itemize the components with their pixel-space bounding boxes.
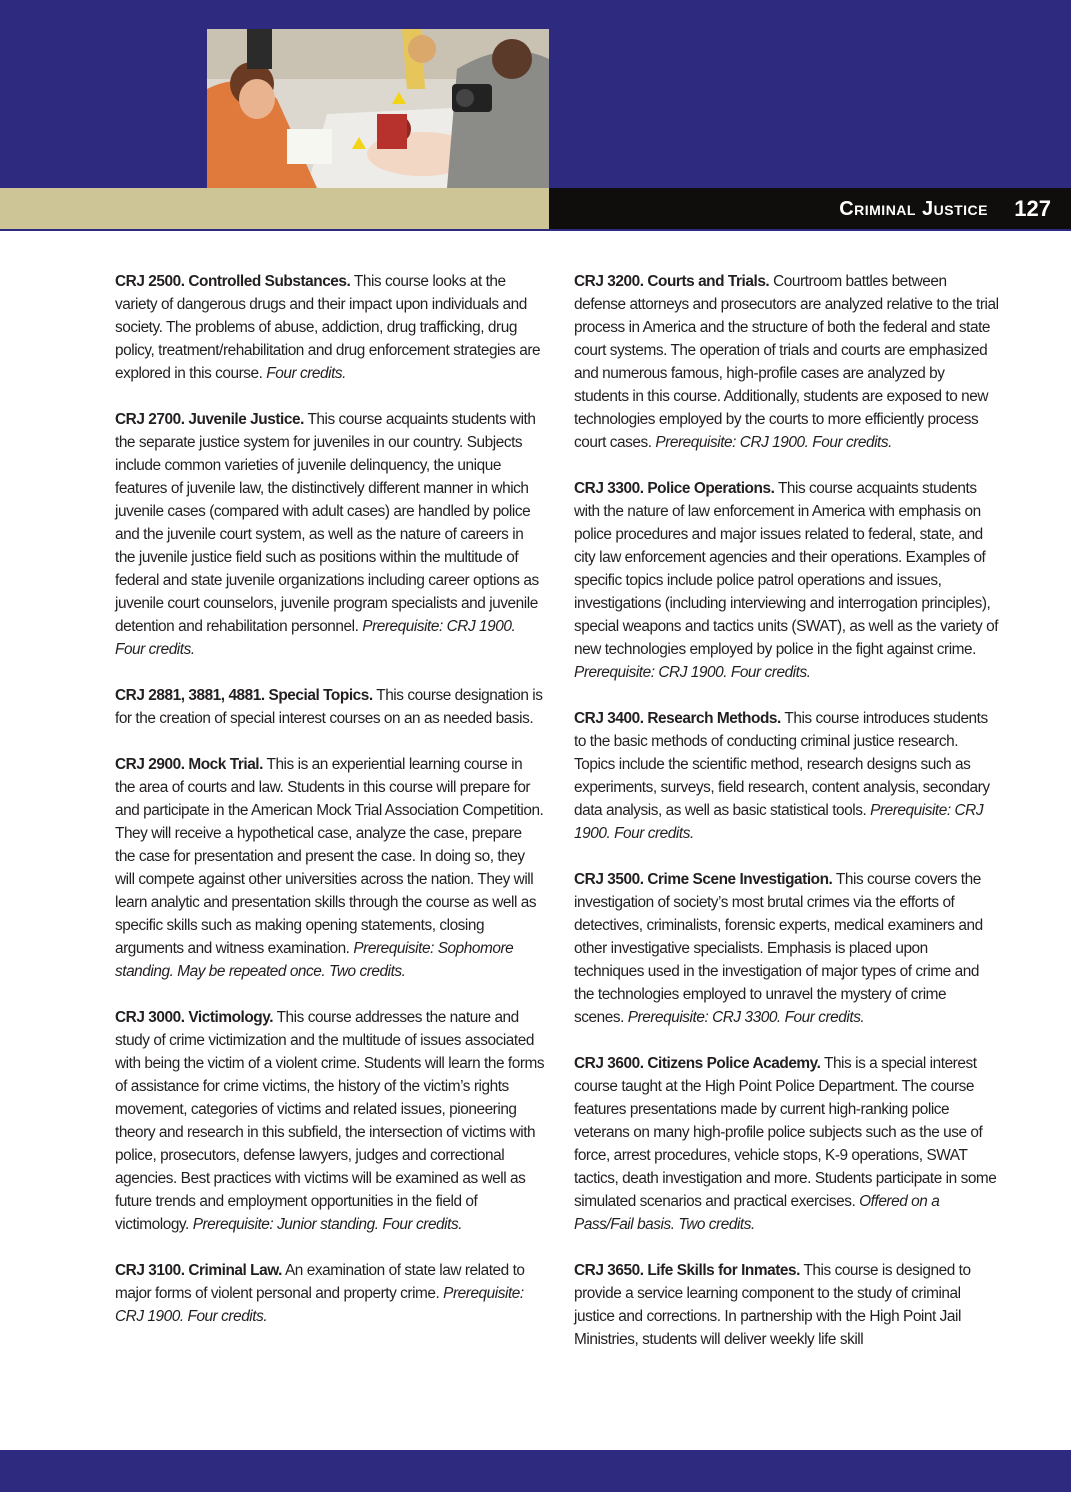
course-name: CRJ 3650. Life Skills for Inmates. [574, 1262, 800, 1279]
crime-scene-photo [207, 29, 549, 188]
course-description: This course designation is for the creation of special interest courses on an as needed basis. [115, 687, 543, 727]
course-description: This is a special interest course taught at the High Point Police Department. The course features presentations made by current high-ranking police veterans on many high-profile police subjects such as the use of force, arrest procedures, vehicle stops, K-9 operations, SWAT tactics, death investigation and more. Students participate in some simulated scenarios and practical exercises. [574, 1055, 997, 1210]
course-name: CRJ 3100. Criminal Law. [115, 1262, 282, 1279]
course-name: CRJ 3500. Crime Scene Investigation. [574, 871, 833, 888]
course-description: This course is designed to provide a service learning component to the study of criminal justice and corrections. In partnership with the High Point Jail Ministries, students will deliver weekly life skill [574, 1262, 971, 1348]
course-entry [115, 684, 545, 730]
course-description: Courtroom battles between defense attorneys and prosecutors are analyzed relative to the trial process in America and the structure of both the federal and state court systems. The operation of trials and courts are emphasized and numerous famous, high-profile cases are analyzed by students in this course. Additionally, students are exposed to new technologies employed by the courts to more efficiently process court cases. [574, 273, 999, 451]
course-name: CRJ 2881, 3881, 4881. Special Topics. [115, 687, 373, 704]
right-column [574, 270, 999, 1374]
course-name: CRJ 2700. Juvenile Justice. [115, 411, 304, 428]
course-entry [574, 1259, 999, 1351]
course-description: This course acquaints students with the separate justice system for juveniles in our country. Subjects include common varieties of juvenile delinquency, the unique features of juvenile law, the distinctively different manner in which juvenile cases (compared with adult cases) are handled by police and the juvenile court system, as well as the nature of careers in the juvenile justice field such as positions within the multitude of federal and state juvenile organizations including career options as juvenile court counselors, juvenile program specialists and juvenile detention and rehabilitation personnel. [115, 411, 539, 635]
course-name: CRJ 3300. Police Operations. [574, 480, 775, 497]
course-entry [115, 1259, 545, 1328]
course-description: This is an experiential learning course in the area of courts and law. Students in this course will prepare for and participate in the American Mock Trial Association Competition. They will receive a hypothetical case, analyze the case, prepare the case for presentation and present the case. In doing so, they will compete against other universities across the nation. They will learn analytic and presentation skills through the course as well as specific skills such as making opening statements, closing arguments and witness examination. [115, 756, 544, 957]
course-credits: Offered on a Pass/Fail basis. Two credits. [574, 1193, 940, 1233]
course-description: This course looks at the variety of dangerous drugs and their impact upon individuals and society. The problems of abuse, addiction, drug trafficking, drug policy, treatment/rehabilitation and drug enforcement strategies are explored in this course. [115, 273, 541, 382]
header-title-bar [549, 188, 1071, 229]
course-description: This course acquaints students with the nature of law enforcement in America with emphasis on police procedures and major issues related to federal, state, and city law enforcement agencies and their operations. Examples of specific topics include police patrol operations and issues, investigations (including interviewing and interrogation principles), special weapons and tactics units (SWAT), as well as the variety of new technologies employed by police in the fight against crime. [574, 480, 999, 658]
course-entry [115, 1006, 545, 1236]
course-entry [574, 707, 999, 845]
course-credits: Prerequisite: Junior standing. Four credits. [192, 1216, 463, 1233]
course-name: CRJ 2900. Mock Trial. [115, 756, 263, 773]
header-tan-bar [0, 188, 549, 229]
course-entry [115, 753, 545, 983]
course-entry [574, 868, 999, 1029]
left-column [115, 270, 545, 1351]
course-description: This course covers the investigation of society’s most brutal crimes via the efforts of detectives, criminalists, forensic experts, medical examiners and other investigative specialists. Emphasis is placed upon techniques used in the investigation of major types of crime and the technologies employed to unravel the mystery of crime scenes. [574, 871, 983, 1026]
course-description: An examination of state law related to major forms of violent personal and property crime. [115, 1262, 525, 1302]
page-number: 127 [1014, 196, 1051, 221]
course-name: CRJ 3200. Courts and Trials. [574, 273, 770, 290]
crime-scene-photo-illustration [207, 29, 549, 188]
course-name: CRJ 3000. Victimology. [115, 1009, 274, 1026]
course-description: This course addresses the nature and study of crime victimization and the multitude of issues associated with being the victim of a violent crime. Students will learn the forms of assistance for crime victims, the history of the victim’s rights movement, categories of victims and related issues, pioneering theory and research in this subfield, the intersection of victims with police, prosecutors, defense lawyers, judges and correctional agencies. Best practices with victims will be examined as well as future trends and employment opportunities in the field of victimology. [115, 1009, 545, 1233]
course-credits: Prerequisite: Sophomore standing. May be repeated once. Two credits. [115, 940, 514, 980]
course-name: CRJ 3400. Research Methods. [574, 710, 781, 727]
course-credits: Prerequisite: CRJ 1900. Four credits. [574, 802, 984, 842]
course-credits: Prerequisite: CRJ 1900. Four credits. [115, 1285, 524, 1325]
course-entry [574, 1052, 999, 1236]
course-entry [574, 270, 999, 454]
course-description: This course introduces students to the basic methods of conducting criminal justice research. Topics include the scientific method, research designs such as experiments, surveys, field research, content analysis, secondary data analysis, as well as basic statistical tools. [574, 710, 990, 819]
course-credits: Four credits. [266, 365, 346, 382]
course-name: CRJ 2500. Controlled Substances. [115, 273, 351, 290]
course-name: CRJ 3600. Citizens Police Academy. [574, 1055, 821, 1072]
course-entry [574, 477, 999, 684]
course-entry [115, 408, 545, 661]
header-divider [0, 229, 1071, 231]
footer-band [0, 1450, 1071, 1492]
course-credits: Prerequisite: CRJ 1900. Four credits. [574, 664, 811, 681]
course-entry [115, 270, 545, 385]
course-credits: Prerequisite: CRJ 1900. Four credits. [115, 618, 516, 658]
section-title: Criminal Justice [839, 198, 988, 220]
course-credits: Prerequisite: CRJ 1900. Four credits. [655, 434, 892, 451]
course-credits: Prerequisite: CRJ 3300. Four credits. [627, 1009, 865, 1026]
